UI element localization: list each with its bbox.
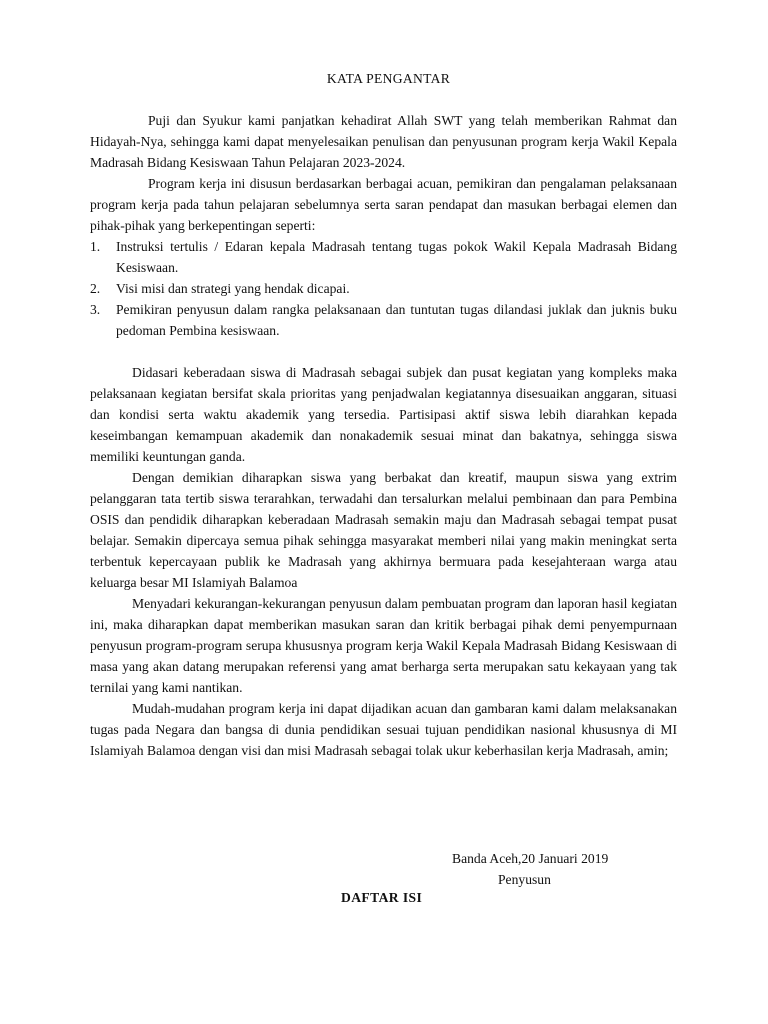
signature-place-date: Banda Aceh,20 Januari 2019 <box>452 851 609 866</box>
page-title: KATA PENGANTAR <box>326 71 451 86</box>
paragraph-sources: Program kerja ini disusun berdasarkan berbagai acuan, pemikiran dan pengalaman pelaksanaan program kerja pada tahun pelajaran sebelumnya serta saran pendapat dan masukan berbagai elemen dan pihak-pihak yang berkepentingan seperti: <box>90 176 677 233</box>
paragraph-opening: Puji dan Syukur kami panjatkan kehadirat Allah SWT yang telah memberikan Rahmat dan Hidayah-Nya, sehingga kami dapat menyelesaikan penulisan dan penyusunan program kerja Wakil Kepala Madrasah Bidang Kesiswaan Tahun Pelajaran 2023-2024. <box>90 113 677 170</box>
paragraph-expectations: Dengan demikian diharapkan siswa yang berbakat dan kreatif, maupun siswa yang extrim pelanggaran tata tertib siswa terarahkan, terwadahi dan tersalurkan melalui pembinaan dan para Pembina OSIS dan pendidik diharapkan keberadaan Madrasah semakin maju dan Madrasah sebagai tempat pusat belajar. Semakin dipercaya semua pihak sehingga masyarakat memberi nilai yang makin meningkat serta terbentuk kepercayaan publik ke Madrasah yang akhirnya bermuara pada kesejahteraan warga atau keluarga besar MI Islamiyah Balamoa <box>90 470 677 590</box>
signature-role: Penyusun <box>498 872 551 887</box>
list-item <box>90 299 677 341</box>
list-number: 1. <box>90 239 101 254</box>
list-text: Visi misi dan strategi yang hendak dicapai. <box>116 281 350 296</box>
list-number: 3. <box>90 302 101 317</box>
signature-block <box>452 848 608 890</box>
document-body <box>90 68 677 761</box>
list-text: Instruksi tertulis / Edaran kepala Madrasah tentang tugas pokok Wakil Kepala Madrasah Bidang Kesiswaan. <box>116 239 677 275</box>
list-item <box>90 236 677 278</box>
paragraph-students: Didasari keberadaan siswa di Madrasah sebagai subjek dan pusat kegiatan yang kompleks maka pelaksanaan kegiatan bersifat skala prioritas yang penjadwalan kegiatannya disesuaikan anggaran, situasi dan kondisi serta waktu akademik yang tersedia. Partisipasi aktif siswa lebih diarahkan kepada keseimbangan kemampuan akademik dan nonakademik sesuai minat dan bakatnya, sehingga siswa memiliki keuntungan ganda. <box>90 365 677 464</box>
list-item <box>90 278 677 299</box>
spacer <box>90 341 677 362</box>
list-text: Pemikiran penyusun dalam rangka pelaksanaan dan tuntutan tugas dilandasi juklak dan juknis buku pedoman Pembina kesiswaan. <box>116 302 677 338</box>
paragraph-feedback: Menyadari kekurangan-kekurangan penyusun dalam pembuatan program dan laporan hasil kegiatan ini, maka diharapkan dapat memberikan masukan saran dan kritik berbagai pihak demi penyempurnaan penyusun program-program serupa khususnya program kerja Wakil Kepala Madrasah Bidang Kesiswaan di masa yang akan datang merupakan referensi yang amat berharga serta merupakan satu kekayaan yang tak ternilai yang kami nantikan. <box>90 596 677 695</box>
list-number: 2. <box>90 281 101 296</box>
paragraph-closing: Mudah-mudahan program kerja ini dapat dijadikan acuan dan gambaran kami dalam melaksanakan tugas pada Negara dan bangsa di dunia pendidikan sesuai tujuan pendidikan nasional khususnya di MI Islamiyah Balamoa dengan visi dan misi Madrasah sebagai tolak ukur keberhasilan kerja Madrasah, amin; <box>90 701 677 758</box>
sources-list <box>90 236 677 341</box>
toc-heading: DAFTAR ISI <box>341 890 423 905</box>
